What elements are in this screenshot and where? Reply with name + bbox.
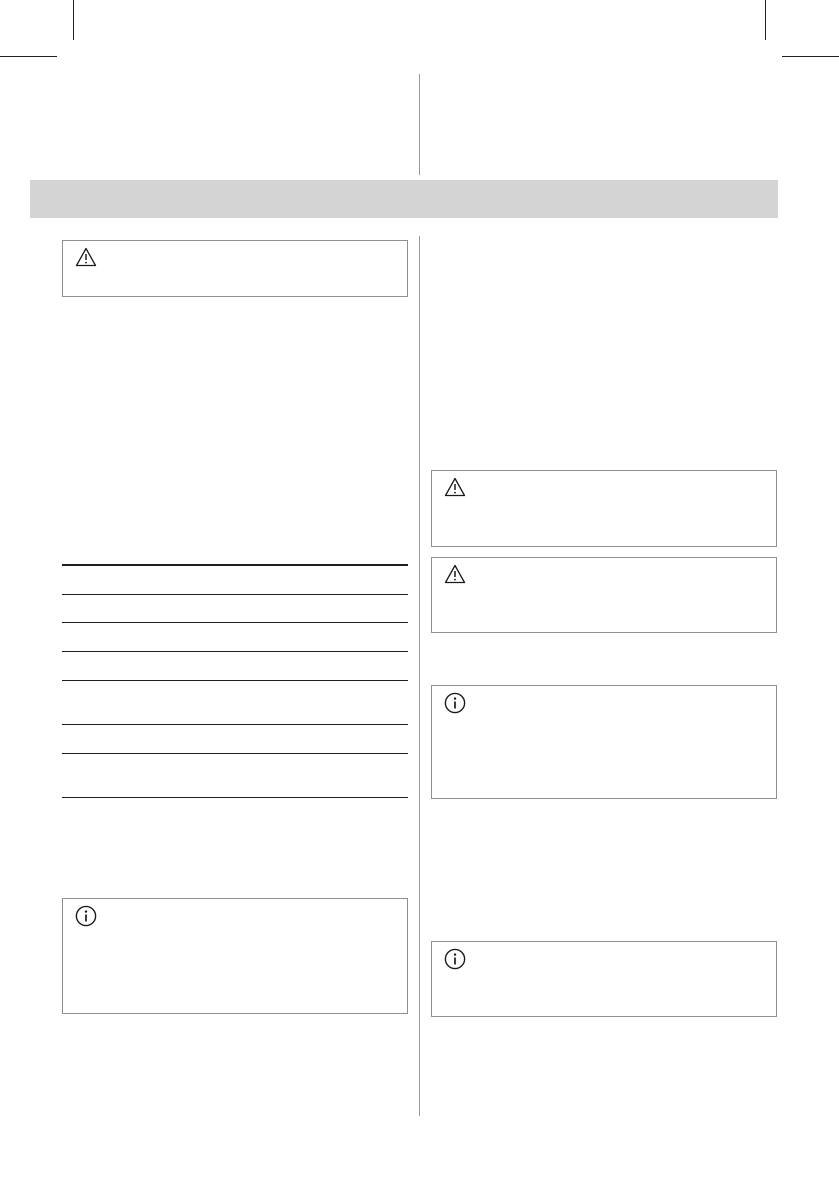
- info-circle-icon: [75, 905, 97, 927]
- table-rule: [62, 753, 408, 754]
- section-heading-band: [30, 180, 778, 218]
- table-rule: [62, 724, 408, 725]
- table-rule: [62, 622, 408, 623]
- table-rule: [62, 651, 408, 652]
- warning-box: [62, 240, 408, 297]
- column-divider-main: [419, 236, 420, 1116]
- info-box: [431, 941, 777, 1017]
- info-box: [431, 685, 777, 799]
- table-rule-top: [62, 564, 408, 566]
- info-circle-icon: [444, 692, 466, 714]
- warning-triangle-icon: [444, 477, 466, 497]
- table-rule-bottom: [62, 797, 408, 798]
- info-box: [62, 898, 408, 1014]
- crop-mark-top-right-horizontal: [782, 56, 839, 57]
- warning-box: [431, 470, 777, 547]
- table-rule: [62, 594, 408, 595]
- crop-mark-top-right-vertical: [765, 0, 766, 40]
- crop-mark-top-left-horizontal: [0, 56, 57, 57]
- warning-triangle-icon: [444, 564, 466, 584]
- warning-box: [431, 557, 777, 633]
- warning-triangle-icon: [75, 247, 97, 267]
- info-circle-icon: [444, 948, 466, 970]
- crop-mark-top-left-vertical: [73, 0, 74, 40]
- table-rule: [62, 680, 408, 681]
- column-divider-top: [419, 74, 420, 175]
